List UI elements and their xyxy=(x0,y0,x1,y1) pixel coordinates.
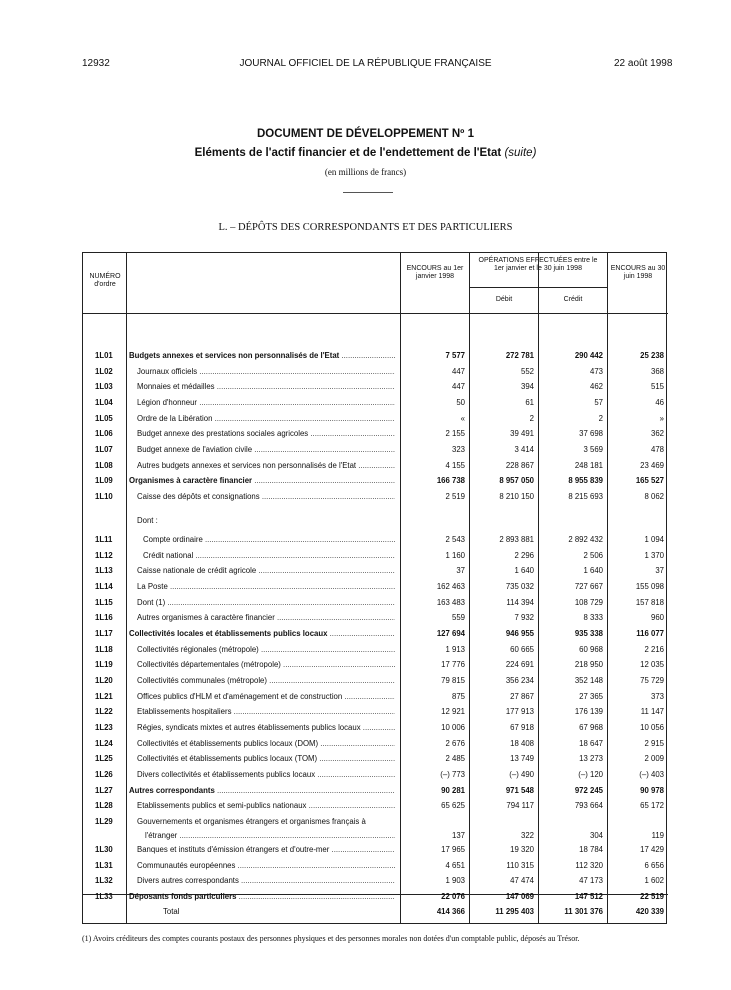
cell-encours-end: 8 062 xyxy=(644,491,664,501)
subtitle-suffix: (suite) xyxy=(504,147,537,159)
cell-encours-start: 447 xyxy=(451,366,465,376)
cell-debit: (–) 490 xyxy=(509,769,534,779)
page-number: 12932 xyxy=(82,58,110,69)
cell-encours-start: 4 651 xyxy=(445,860,465,870)
cell-encours-start: 10 006 xyxy=(441,722,465,732)
header-encours-end: ENCOURS au 30 juin 1998 xyxy=(610,265,666,280)
cell-credit: 176 139 xyxy=(574,707,603,717)
cell-credit: 57 xyxy=(594,397,603,407)
cell-debit: 2 296 xyxy=(514,550,534,560)
cell-credit: 793 664 xyxy=(574,801,603,811)
cell-credit: 108 729 xyxy=(574,597,603,607)
cell-debit: 177 913 xyxy=(505,707,534,717)
cell-encours-start: 22 076 xyxy=(441,891,465,901)
cell-encours-end: 1 602 xyxy=(644,876,664,886)
table-row xyxy=(83,459,668,473)
row-code: 1L17 xyxy=(95,629,113,639)
cell-encours-end: 65 172 xyxy=(640,801,664,811)
cell-encours-end: 46 xyxy=(655,397,664,407)
row-label: Ordre de la Libération ..... xyxy=(137,412,395,426)
cell-encours-start: 65 625 xyxy=(441,801,465,811)
table-row xyxy=(83,705,668,719)
table-row xyxy=(83,349,668,363)
cell-credit: 727 667 xyxy=(574,582,603,592)
cell-encours-end: 368 xyxy=(650,366,664,376)
cell-debit: 3 414 xyxy=(514,444,534,454)
row-label: Légion d'honneur ..... xyxy=(137,396,395,410)
cell-debit: 39 491 xyxy=(510,429,534,439)
row-label: Journaux officiels ..... xyxy=(137,365,395,379)
cell-debit: 272 781 xyxy=(505,351,534,360)
cell-encours-end: 960 xyxy=(650,613,664,623)
units-note: (en millions de francs) xyxy=(324,167,407,177)
cell-encours-end: 23 469 xyxy=(640,460,664,470)
cell-encours-start: 2 543 xyxy=(445,535,465,545)
table-row xyxy=(83,752,668,766)
cell-encours-start: 1 160 xyxy=(445,550,465,560)
cell-encours-start: 875 xyxy=(451,691,465,701)
table-row xyxy=(83,843,668,857)
cell-encours-end: 25 238 xyxy=(640,351,664,360)
cell-encours-end: 1 094 xyxy=(644,535,664,545)
cell-debit: 114 394 xyxy=(506,597,534,607)
row-label: Divers autres correspondants ..... xyxy=(137,874,395,888)
cell-encours-start: 4 155 xyxy=(445,460,465,470)
row-code: 1L25 xyxy=(95,754,113,764)
cell-debit: 394 xyxy=(520,382,534,392)
cell-debit: 61 xyxy=(525,397,534,407)
cell-encours-start: 79 815 xyxy=(441,676,465,685)
row-code: 1L21 xyxy=(95,691,113,701)
cell-debit: 67 918 xyxy=(510,722,534,732)
cell-credit: 304 xyxy=(589,830,603,840)
row-code: 1L33 xyxy=(95,891,113,901)
cell-encours-end: 515 xyxy=(650,382,664,392)
cell-credit: 2 xyxy=(598,413,603,423)
table-row xyxy=(83,533,668,547)
row-code: 1L28 xyxy=(95,801,113,811)
row-label: Banques et instituts d'émission étrangers et d'outre-mer ..... xyxy=(137,843,395,857)
cell-encours-start: 127 694 xyxy=(436,629,465,639)
row-code: 1L10 xyxy=(95,491,113,501)
title-divider xyxy=(343,192,393,193)
row-code: 1L24 xyxy=(95,738,113,748)
cell-encours-start: 2 676 xyxy=(445,738,465,748)
row-label: Communautés européennes ..... xyxy=(137,859,395,873)
table-row xyxy=(83,737,668,751)
cell-encours-end: 155 098 xyxy=(635,582,664,592)
cell-debit: 27 867 xyxy=(510,691,534,701)
total-label: Total xyxy=(163,907,180,916)
cell-debit: 8 210 150 xyxy=(499,491,534,501)
cell-credit: 8 955 839 xyxy=(568,476,603,486)
cell-credit: 352 148 xyxy=(574,676,603,685)
cell-credit: 1 640 xyxy=(583,566,603,576)
subtitle-text: Eléments de l'actif financier et de l'endettement de l'Etat xyxy=(194,147,502,159)
table-row xyxy=(83,365,668,379)
table-row xyxy=(83,784,668,798)
row-code: 1L06 xyxy=(95,429,113,439)
table-row xyxy=(83,768,668,782)
deposits-table xyxy=(82,252,667,924)
cell-encours-end: 11 147 xyxy=(640,707,664,717)
cell-encours-start: 2 519 xyxy=(445,491,465,501)
cell-credit: 18 647 xyxy=(579,738,603,748)
cell-credit: 8 333 xyxy=(583,613,603,623)
journal-title: JOURNAL OFFICIEL DE LA RÉPUBLIQUE FRANÇAISE xyxy=(239,58,492,69)
table-row xyxy=(83,380,668,394)
cell-encours-end: 119 xyxy=(651,830,664,840)
row-label: Budget annexe des prestations sociales agricoles ..... xyxy=(137,427,395,441)
table-row xyxy=(83,627,668,641)
cell-encours-start: 1 913 xyxy=(445,644,465,654)
row-label: Régies, syndicats mixtes et autres établissements publics locaux ..... xyxy=(137,721,395,735)
row-code: 1L23 xyxy=(95,722,113,732)
table-row xyxy=(83,890,668,904)
cell-encours-start: 137 xyxy=(451,830,465,840)
cell-credit: 8 215 693 xyxy=(568,491,603,501)
cell-debit: 946 955 xyxy=(505,629,534,639)
row-label: Gouvernements et organismes étrangers et organismes français à xyxy=(137,816,366,826)
cell-encours-start: 559 xyxy=(451,613,465,623)
cell-encours-start: 17 965 xyxy=(441,844,465,854)
cell-encours-start: 447 xyxy=(451,382,465,392)
cell-encours-end: 362 xyxy=(650,429,664,439)
row-label: Autres correspondants ..... xyxy=(129,784,395,798)
total-row xyxy=(83,905,668,919)
total-end: 420 339 xyxy=(635,907,664,916)
row-code: 1L18 xyxy=(95,644,113,654)
row-label: Etablissements hospitaliers ..... xyxy=(137,705,395,719)
cell-encours-end: 17 429 xyxy=(640,844,664,854)
row-code: 1L08 xyxy=(95,460,113,470)
table-row xyxy=(83,427,668,441)
cell-credit: 218 950 xyxy=(574,660,603,670)
table-row xyxy=(83,874,668,888)
cell-debit: 60 665 xyxy=(510,644,534,654)
row-code: 1L03 xyxy=(95,382,113,392)
cell-credit: 935 338 xyxy=(574,629,603,639)
row-label: Caisse nationale de crédit agricole ..... xyxy=(137,564,395,578)
cell-encours-end: 12 035 xyxy=(640,660,664,670)
cell-encours-end: 165 527 xyxy=(635,476,664,486)
row-code: 1L05 xyxy=(95,413,113,423)
cell-encours-start: « xyxy=(460,413,465,423)
table-row xyxy=(83,674,668,688)
row-code: 1L29 xyxy=(95,816,113,826)
operations-divider xyxy=(469,287,607,288)
cell-encours-start: 162 463 xyxy=(436,582,465,592)
cell-debit: 228 867 xyxy=(505,460,534,470)
row-code: 1L12 xyxy=(95,550,113,560)
cell-encours-start: 17 776 xyxy=(441,660,465,670)
table-row xyxy=(83,549,668,563)
cell-debit: 794 117 xyxy=(506,801,534,811)
cell-encours-end: 6 656 xyxy=(644,860,664,870)
row-label: Collectivités communales (métropole) ..... xyxy=(137,674,395,688)
row-code: 1L15 xyxy=(95,597,113,607)
cell-encours-end: (–) 403 xyxy=(639,769,664,779)
section-title: L. – DÉPÔTS DES CORRESPONDANTS ET DES PARTICULIERS xyxy=(218,222,513,233)
total-start: 414 366 xyxy=(436,907,465,916)
table-row xyxy=(83,721,668,735)
row-label: Collectivités et établissements publics locaux (DOM) ..... xyxy=(137,737,395,751)
row-label: Offices publics d'HLM et d'aménagement et de construction ..... xyxy=(137,690,395,704)
cell-credit: 67 968 xyxy=(579,722,603,732)
row-code: 1L19 xyxy=(95,660,113,670)
header-credit: Crédit xyxy=(563,296,583,303)
header-numero: NUMÉRO d'ordre xyxy=(89,273,121,288)
table-row xyxy=(83,815,668,840)
cell-debit: 110 315 xyxy=(506,860,534,870)
table-row xyxy=(83,690,668,704)
cell-encours-end: 1 370 xyxy=(644,550,664,560)
cell-credit: 112 320 xyxy=(575,860,603,870)
row-code: 1L30 xyxy=(95,844,113,854)
cell-encours-end: 2 009 xyxy=(644,754,664,764)
cell-credit: 972 245 xyxy=(574,785,603,795)
document-title: DOCUMENT DE DÉVELOPPEMENT Nº 1 xyxy=(257,128,474,140)
row-code: 1L04 xyxy=(95,397,113,407)
row-label: Budget annexe de l'aviation civile ..... xyxy=(137,443,395,457)
row-label: Budgets annexes et services non personnalisés de l'Etat ..... xyxy=(129,349,395,363)
cell-encours-end: 2 216 xyxy=(644,644,664,654)
cell-encours-start: (–) 773 xyxy=(440,769,465,779)
row-label: Caisse des dépôts et consignations ..... xyxy=(137,490,395,504)
header-bottom-rule xyxy=(83,313,668,314)
cell-credit: 473 xyxy=(589,366,603,376)
cell-debit: 7 932 xyxy=(514,613,534,623)
row-label: Compte ordinaire ..... xyxy=(143,533,395,547)
row-label: Divers collectivités et établissements publics locaux ..... xyxy=(137,768,395,782)
cell-credit: 147 512 xyxy=(574,891,603,901)
row-code: 1L22 xyxy=(95,707,113,717)
cell-credit: 2 892 432 xyxy=(568,535,603,545)
cell-encours-end: 373 xyxy=(650,691,664,701)
row-code: 1L14 xyxy=(95,582,113,592)
cell-credit: 37 698 xyxy=(579,429,603,439)
cell-debit: 13 749 xyxy=(510,754,534,764)
cell-debit: 735 032 xyxy=(505,582,534,592)
cell-debit: 1 640 xyxy=(514,566,534,576)
row-code: 1L20 xyxy=(95,676,113,685)
cell-debit: 224 691 xyxy=(505,660,534,670)
cell-encours-start: 1 903 xyxy=(445,876,465,886)
cell-encours-end: 2 915 xyxy=(644,738,664,748)
table-row xyxy=(83,396,668,410)
cell-debit: 2 xyxy=(529,413,534,423)
row-label: La Poste ..... xyxy=(137,580,395,594)
cell-credit: 13 273 xyxy=(579,754,603,764)
table-row xyxy=(83,658,668,672)
cell-encours-end: 116 077 xyxy=(636,629,664,639)
cell-credit: 462 xyxy=(589,382,603,392)
row-label: Collectivités départementales (métropole) ..... xyxy=(137,658,395,672)
row-code: 1L26 xyxy=(95,769,113,779)
row-label: Crédit national ..... xyxy=(143,549,395,563)
cell-encours-start: 37 xyxy=(456,566,465,576)
cell-debit: 19 320 xyxy=(510,844,534,854)
document-subtitle xyxy=(0,147,731,159)
cell-encours-start: 12 921 xyxy=(441,707,465,717)
total-debit: 11 295 403 xyxy=(495,907,534,916)
cell-encours-start: 323 xyxy=(451,444,465,454)
cell-credit: 47 173 xyxy=(579,876,603,886)
footnote: (1) Avoirs créditeurs des comptes courants postaux des personnes physiques et des personnes morales non dotées d'un comptable public, déposés au Trésor. xyxy=(82,934,580,943)
row-label: Autres budgets annexes et services non personnalisés de l'Etat ..... xyxy=(137,459,395,473)
total-credit: 11 301 376 xyxy=(564,907,603,916)
row-label: Dont (1) ..... xyxy=(137,596,395,610)
table-row xyxy=(83,596,668,610)
cell-debit: 18 408 xyxy=(510,738,534,748)
row-code: 1L09 xyxy=(95,476,113,486)
cell-debit: 322 xyxy=(520,830,534,840)
table-row xyxy=(83,412,668,426)
row-label: Dont : xyxy=(137,515,158,525)
cell-credit: 3 569 xyxy=(583,444,603,454)
row-code: 1L13 xyxy=(95,566,113,576)
cell-encours-start: 90 281 xyxy=(441,785,465,795)
table-row xyxy=(83,474,668,488)
row-label: Collectivités régionales (métropole) ..... xyxy=(137,643,395,657)
cell-encours-end: 22 519 xyxy=(640,891,664,901)
header-operations: OPÉRATIONS EFFECTUÉES entre le 1er janvier et le 30 juin 1998 xyxy=(478,257,598,272)
cell-debit: 8 957 050 xyxy=(499,476,534,486)
cell-encours-end: 90 978 xyxy=(640,785,664,795)
cell-debit: 47 474 xyxy=(510,876,534,886)
table-row xyxy=(83,643,668,657)
table-row xyxy=(83,514,668,528)
cell-debit: 2 893 881 xyxy=(499,535,534,545)
row-label: Collectivités locales et établissements publics locaux ..... xyxy=(129,627,395,641)
cell-encours-end: » xyxy=(659,413,664,423)
publication-date: 22 août 1998 xyxy=(614,58,673,69)
cell-encours-start: 2 485 xyxy=(445,754,465,764)
row-label: Organismes à caractère financier ..... xyxy=(129,474,395,488)
cell-encours-start: 50 xyxy=(456,397,465,407)
table-row xyxy=(83,859,668,873)
row-code: 1L32 xyxy=(95,876,113,886)
cell-credit: (–) 120 xyxy=(578,769,603,779)
row-label: Etablissements publics et semi-publics nationaux ..... xyxy=(137,799,395,813)
table-row xyxy=(83,611,668,625)
cell-encours-end: 75 729 xyxy=(640,676,664,685)
row-label: Monnaies et médailles ..... xyxy=(137,380,395,394)
row-label: Déposants fonds particuliers ..... xyxy=(129,890,395,904)
cell-encours-end: 478 xyxy=(650,444,664,454)
cell-debit: 971 548 xyxy=(505,785,534,795)
table-row xyxy=(83,580,668,594)
cell-debit: 552 xyxy=(520,366,534,376)
cell-debit: 147 069 xyxy=(505,891,534,901)
row-code: 1L07 xyxy=(95,444,113,454)
cell-credit: 18 784 xyxy=(579,844,603,854)
cell-credit: 60 968 xyxy=(579,644,603,654)
cell-credit: 2 506 xyxy=(583,550,603,560)
cell-credit: 248 181 xyxy=(574,460,603,470)
cell-encours-start: 2 155 xyxy=(445,429,465,439)
table-row xyxy=(83,799,668,813)
cell-encours-end: 157 818 xyxy=(635,597,664,607)
cell-encours-start: 7 577 xyxy=(445,351,465,360)
row-code: 1L16 xyxy=(95,613,113,623)
cell-encours-start: 163 483 xyxy=(436,597,465,607)
cell-encours-start: 166 738 xyxy=(436,476,465,486)
cell-credit: 290 442 xyxy=(574,351,603,360)
row-code: 1L31 xyxy=(95,860,113,870)
row-label-continuation: l'étranger ..... xyxy=(145,829,395,843)
cell-debit: 356 234 xyxy=(505,676,534,685)
row-code: 1L01 xyxy=(95,351,113,360)
table-row xyxy=(83,490,668,504)
header-encours-start: ENCOURS au 1er janvier 1998 xyxy=(406,265,464,280)
row-code: 1L27 xyxy=(95,785,113,795)
row-label: Collectivités et établissements publics locaux (TOM) ..... xyxy=(137,752,395,766)
table-row xyxy=(83,564,668,578)
cell-encours-end: 37 xyxy=(655,566,664,576)
cell-credit: 27 365 xyxy=(579,691,603,701)
cell-encours-end: 10 056 xyxy=(640,722,664,732)
table-row xyxy=(83,443,668,457)
row-label: Autres organismes à caractère financier ..... xyxy=(137,611,395,625)
row-code: 1L02 xyxy=(95,366,113,376)
header-debit: Débit xyxy=(495,296,513,303)
row-code: 1L11 xyxy=(95,535,113,545)
